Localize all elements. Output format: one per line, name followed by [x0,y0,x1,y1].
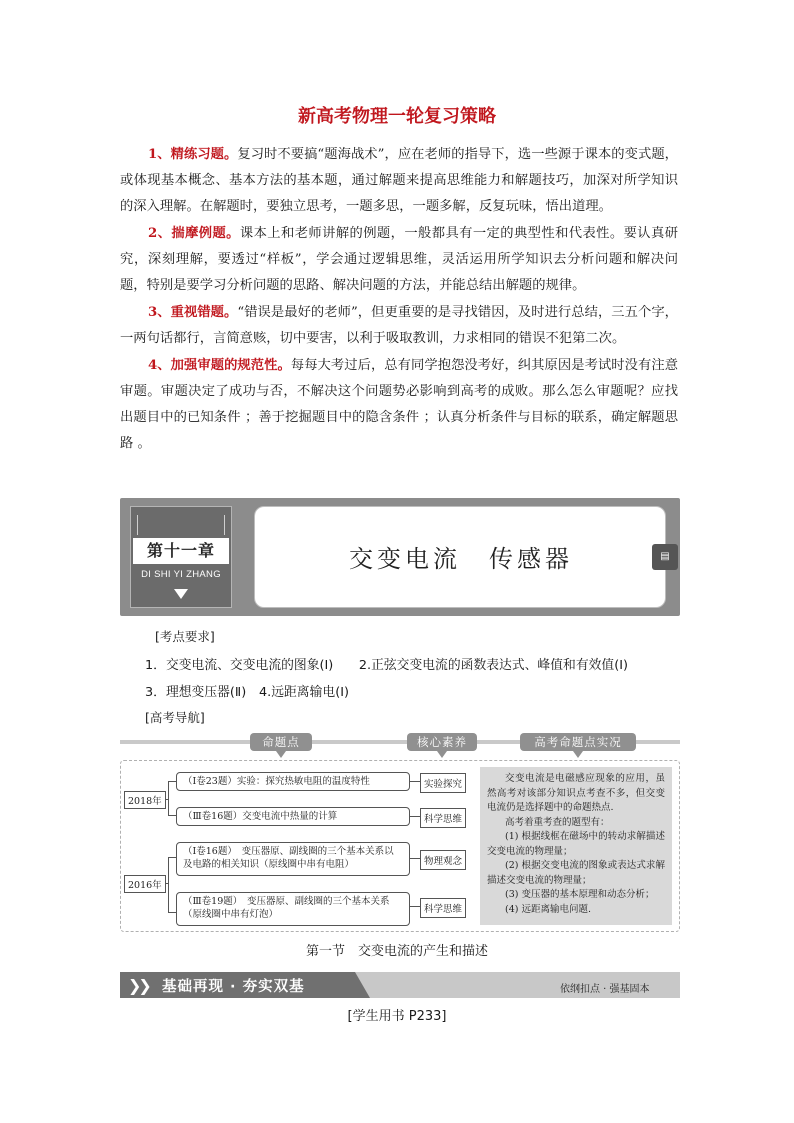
literacy-tag: 实验探究 [420,773,466,793]
connector [168,781,176,782]
year-label: 2016年 [124,875,166,893]
literacy-tag: 科学思维 [420,898,466,918]
triangle-down-icon [174,589,188,599]
tab-literacy: 核心素养 [407,733,477,751]
tab-propositions: 命题点 [250,733,312,751]
exam-reality-box [480,767,672,925]
chapter-badge [130,506,232,608]
connector [168,912,176,913]
strategy-text: 复习时不要搞“题海战术”，应在老师的指导下，选一些源于课本的变式题，或体现基本概念、基本方法的基本题，通过解题来提高思维能力和解题技巧，加深对所学知识的深入理解。在解题时，要独立思考，一题多思，一题多解，反复玩味，悟出道理。 [120,147,678,214]
arrow-down-icon [573,751,583,758]
exam-point: (4) 远距离输电问题. [505,903,591,915]
requirements-line: 1．交变电流、交变电流的图象(Ⅰ) 2.正弦交变电流的函数表达式、峰值和有效值(Ⅰ) [145,658,628,673]
connector [410,781,420,782]
requirements-heading: [考点要求] [155,629,215,644]
strategy-lead: 2、揣摩例题。 [148,226,240,241]
chapter-pinyin: DI SHI YI ZHANG [141,569,221,580]
strategy-paragraph [120,353,678,457]
connector [168,781,169,815]
chapter-label: 第十一章 [133,538,229,564]
connector [168,857,176,858]
arrow-down-icon [437,751,447,758]
strategy-paragraph [120,142,678,220]
exam-point: (3) 变压器的基本原理和动态分析； [505,889,655,900]
connector [168,857,169,912]
badge-decoration [137,515,225,535]
strategy-paragraph [120,300,678,352]
exam-point: (2) 根据交变电流的图象或表达式求解描述交变电流的物理量； [487,860,665,886]
strategy-lead: 4、加强审题的规范性。 [148,358,291,373]
tab-exam-reality: 高考命题点实况 [520,733,636,751]
chapter-title-box [254,506,666,608]
literacy-tag: 科学思维 [420,808,466,828]
student-book-reference: [学生用书 P233] [347,1009,447,1024]
arrow-down-icon [276,751,286,758]
strategy-lead: 1、精练习题。 [148,147,238,162]
proposition-item: （Ⅲ卷19题） 变压器原、副线圈的三个基本关系（原线圈中串有灯泡） [176,892,410,926]
nav-heading: [高考导航] [145,710,205,725]
strategy-lead: 3、重视错题。 [148,305,238,320]
chapter-banner [120,498,680,616]
chapter-name: 交变电流 传感器 [349,545,573,573]
strategy-text: 课本上和老师讲解的例题，一般都具有一定的典型性和代表性。要认真研究，深刻理解，要透过“样板”，学会通过逻辑思维，灵活运用所学知识去分析问题和解决问题，特别是要学习分析问题的思路、解决问题的方法，并能总结出解题的规律。 [120,226,678,293]
section-title: 第一节 交变电流的产生和描述 [305,944,488,959]
connector [168,815,176,816]
proposition-item: （Ⅰ卷23题）实验：探究热敏电阻的温度特性 [176,772,410,791]
requirements-line: 3．理想变压器(Ⅱ) 4.远距离输电(Ⅰ) [145,685,349,700]
base-label: 基础再现 · 夯实双基 [162,979,305,995]
proposition-item: （Ⅰ卷16题） 变压器原、副线圈的三个基本关系以及电路的相关知识（原线圈中串有电阻） [176,842,410,876]
connector [410,816,420,817]
year-label: 2018年 [124,791,166,809]
exam-point: (1) 根据线框在磁场中的转动求解描述交变电流的物理量； [487,831,665,857]
book-icon: ▤ [652,544,678,570]
double-chevron-icon: ❯❯ [128,976,149,995]
strategy-paragraph [120,221,678,299]
exam-lead: 高考着重考查的题型有： [505,816,610,828]
connector [410,858,420,859]
connector [410,906,420,907]
proposition-item: （Ⅲ卷16题）交变电流中热量的计算 [176,807,410,826]
strategy-text: 每每大考过后，总有同学抱怨没考好，纠其原因是考试时没有注意审题。审题决定了成功与否，不解决这个问题势必影响到高考的成败。那么怎么审题呢？应找出题目中的已知条件 ；善于挖掘题目中的隐含条件 ；认真分析条件与目标的联系，确定解题思路 。 [120,358,679,451]
exam-intro: 交变电流是电磁感应现象的应用，虽然高考对该部分知识点考查不多，但交变电流仍是选择题中的命题热点. [487,773,665,813]
page-title: 新高考物理一轮复习策略 [298,106,496,127]
literacy-tag: 物理观念 [420,850,466,870]
base-right-label: 依纲扣点 · 强基固本 [560,984,650,995]
strategy-text: “错误是最好的老师”，但更重要的是寻找错因，及时进行总结，三五个字，一两句话都行，言简意赅，切中要害，以利于吸取教训，力求相同的错误不犯第二次。 [120,305,678,346]
